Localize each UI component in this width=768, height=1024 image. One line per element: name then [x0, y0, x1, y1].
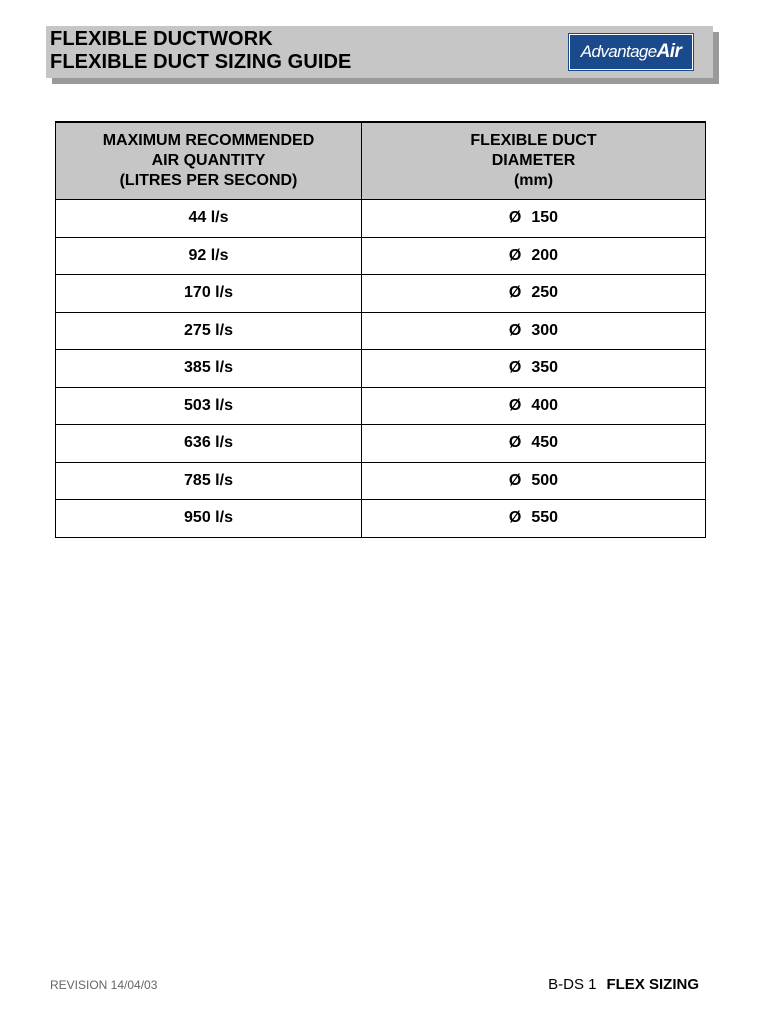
diameter-value: 300 [531, 321, 559, 339]
diameter-value: 500 [531, 471, 559, 489]
table-row [56, 237, 706, 275]
diameter-symbol: Ø [508, 321, 522, 339]
diameter-symbol: Ø [508, 471, 522, 489]
page-title [50, 28, 352, 74]
title-line-1: FLEXIBLE DUCTWORK [50, 28, 273, 50]
table-row [56, 425, 706, 463]
section-name: FLEX SIZING [606, 976, 699, 993]
table-row [56, 275, 706, 313]
duct-diameter-cell [362, 425, 706, 463]
air-quantity-cell: 92 l/s [56, 237, 362, 275]
duct-diameter-cell [362, 462, 706, 500]
diameter-value: 150 [531, 209, 559, 227]
diameter-value: 350 [531, 359, 559, 377]
diameter-value: 200 [531, 246, 559, 264]
air-quantity-cell: 636 l/s [56, 425, 362, 463]
title-line-2: FLEXIBLE DUCT SIZING GUIDE [50, 51, 352, 73]
duct-diameter-cell [362, 500, 706, 538]
duct-diameter-cell [362, 387, 706, 425]
duct-diameter-cell [362, 350, 706, 388]
table-row [56, 350, 706, 388]
duct-diameter-cell [362, 275, 706, 313]
duct-diameter-cell [362, 200, 706, 238]
table-row [56, 462, 706, 500]
footer-section [548, 976, 699, 993]
diameter-symbol: Ø [508, 209, 522, 227]
diameter-symbol: Ø [508, 396, 522, 414]
table-body [56, 200, 706, 538]
header-air-quantity: MAXIMUM RECOMMENDED AIR QUANTITY (LITRES PER SECOND) [56, 122, 362, 200]
duct-diameter-cell [362, 312, 706, 350]
air-quantity-cell: 44 l/s [56, 200, 362, 238]
diameter-symbol: Ø [508, 284, 522, 302]
diameter-symbol: Ø [508, 246, 522, 264]
table-row [56, 312, 706, 350]
advantage-air-logo [569, 34, 693, 70]
diameter-value: 400 [531, 396, 559, 414]
table-row [56, 387, 706, 425]
revision-label: REVISION 14/04/03 [50, 978, 158, 992]
diameter-symbol: Ø [508, 434, 522, 452]
diameter-value: 450 [531, 434, 559, 452]
duct-diameter-cell [362, 237, 706, 275]
table-header-row [56, 122, 706, 200]
air-quantity-cell: 275 l/s [56, 312, 362, 350]
logo-text-bold: Air [656, 41, 682, 62]
diameter-value: 550 [531, 509, 559, 527]
air-quantity-cell: 785 l/s [56, 462, 362, 500]
air-quantity-cell: 950 l/s [56, 500, 362, 538]
diameter-symbol: Ø [508, 509, 522, 527]
diameter-symbol: Ø [508, 359, 522, 377]
header-duct-diameter: FLEXIBLE DUCT DIAMETER (mm) [362, 122, 706, 200]
table-row [56, 500, 706, 538]
air-quantity-cell: 503 l/s [56, 387, 362, 425]
duct-sizing-table [55, 121, 706, 538]
logo-text-light: Advantage [580, 42, 657, 61]
table-row [56, 200, 706, 238]
air-quantity-cell: 170 l/s [56, 275, 362, 313]
air-quantity-cell: 385 l/s [56, 350, 362, 388]
document-code: B-DS 1 [548, 976, 597, 993]
header-banner [46, 26, 713, 78]
diameter-value: 250 [531, 284, 559, 302]
